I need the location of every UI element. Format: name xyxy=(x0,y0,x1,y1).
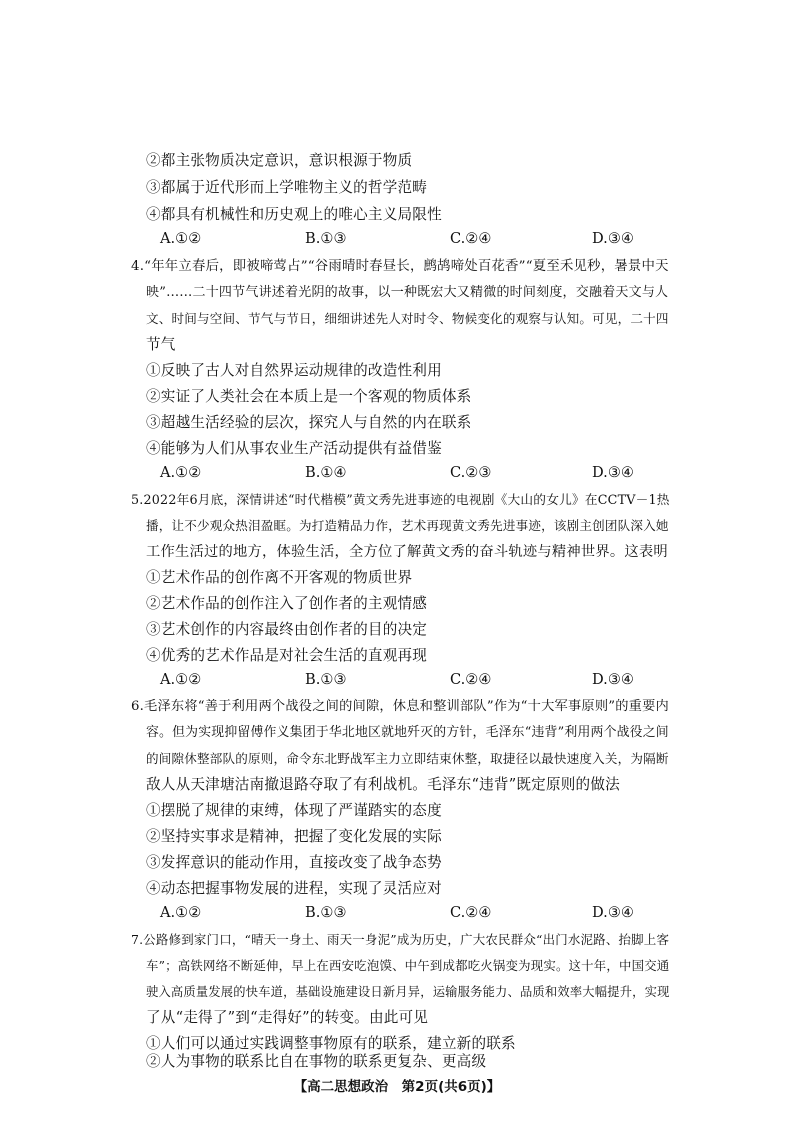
q3-item-3: ③都属于近代形而上学唯物主义的哲学范畴 xyxy=(146,179,428,196)
option-c: C.②④ xyxy=(450,904,492,921)
option-d: D.③④ xyxy=(592,904,634,921)
q4-item-1: ①反映了古人对自然界运动规律的改造性利用 xyxy=(146,362,442,379)
q6-stem-2: 容。但为实现抑留傅作义集团于华北地区就地歼灭的方针，毛泽东“违背”利用两个战役之间 xyxy=(146,725,669,740)
q5-item-2: ②艺术作品的创作注入了创作者的主观情感 xyxy=(146,595,428,612)
option-c: C.②④ xyxy=(450,230,492,247)
option-b: B.①④ xyxy=(305,464,347,481)
option-a: A.①② xyxy=(160,464,202,481)
option-a: A.①② xyxy=(160,230,202,247)
option-c: C.②④ xyxy=(450,671,492,688)
q7-stem-4: 了从“走得了”到“走得好”的转变。由此可见 xyxy=(146,1009,429,1026)
q4-item-3: ③超越生活经验的层次，探究人与自然的内在联系 xyxy=(146,414,472,431)
option-a: A.①② xyxy=(160,904,202,921)
q4-stem-1: 4.“年年立春后，即被啼莺占”“谷雨晴时春昼长，鹧鸪啼处百花香”“夏至禾见秒，暑景中天 xyxy=(131,259,669,274)
q7-item-2: ②人为事物的联系比自在事物的联系更复杂、更高级 xyxy=(146,1053,487,1070)
q5-item-4: ④优秀的艺术作品是对社会生活的直观再现 xyxy=(146,647,428,664)
q3-item-2: ②都主张物质决定意识，意识根源于物质 xyxy=(146,152,413,169)
q3-options xyxy=(160,230,660,250)
q5-options xyxy=(160,671,660,691)
q4-stem-4: 节气 xyxy=(146,336,176,353)
q5-stem-1: 5.2022年6月底，深情讲述“时代楷模”黄文秀先进事迹的电视剧《大山的女儿》在CCTV－1热 xyxy=(131,492,670,507)
q7-stem-1: 7.公路修到家门口，“晴天一身土、雨天一身泥”成为历史，广大农民群众“出门水泥路、抬脚上客 xyxy=(131,932,670,947)
q5-stem-3: 工作生活过的地方，体验生活，全方位了解黄文秀的奋斗轨迹与精神世界。这表明 xyxy=(146,544,668,560)
q6-item-3: ③发挥意识的能动作用，直接改变了战争态势 xyxy=(146,854,442,871)
q6-item-2: ②坚持实事求是精神，把握了变化发展的实际 xyxy=(146,828,442,845)
q4-stem-3: 文、时间与空间、节气与节日，细细讲述先人对时令、物候变化的观察与认知。可见，二十四 xyxy=(146,311,669,326)
q4-item-4: ④能够为人们从事农业生产活动提供有益借鉴 xyxy=(146,440,442,457)
option-a: A.①② xyxy=(160,671,202,688)
q4-options xyxy=(160,464,660,484)
q6-options xyxy=(160,904,660,924)
q6-stem-3: 的间隙休整部队的原则，命令东北野战军主力立即结束休整，取捷径以最快速度入关，为隔断 xyxy=(146,751,669,766)
q6-item-1: ①摆脱了规律的束缚，体现了严谨踏实的态度 xyxy=(146,802,442,819)
q4-item-2: ②实证了人类社会在本质上是一个客观的物质体系 xyxy=(146,388,472,405)
q5-stem-2: 播，让不少观众热泪盈眶。为打造精品力作，艺术再现黄文秀先进事迹，该剧主创团队深入她 xyxy=(146,518,669,533)
option-b: B.①③ xyxy=(305,230,347,247)
q6-stem-1: 6.毛泽东将“善于利用两个战役之间的间隙，休息和整训部队”作为“十大军事原则”的重要内 xyxy=(131,699,669,714)
page-footer: 【高二思想政治 第2页(共6页)】 xyxy=(293,1079,501,1095)
q5-item-3: ③艺术创作的内容最终由创作者的目的决定 xyxy=(146,621,428,638)
option-c: C.②③ xyxy=(450,464,492,481)
q7-stem-2: 车”；高铁网络不断延伸，早上在西安吃泡馍、中午到成都吃火锅变为现实。这十年，中国交通 xyxy=(146,958,670,973)
q6-stem-4: 敌人从天津塘沽南撤退路夺取了有利战机。毛泽东“违背”既定原则的做法 xyxy=(146,776,620,793)
option-d: D.③④ xyxy=(592,464,634,481)
q4-stem-2: 映”……二十四节气讲述着光阴的故事，以一种既宏大又精微的时间刻度，交融着天文与人 xyxy=(146,285,669,300)
q6-item-4: ④动态把握事物发展的进程，实现了灵活应对 xyxy=(146,880,442,897)
q3-item-4: ④都具有机械性和历史观上的唯心主义局限性 xyxy=(146,206,442,223)
q5-item-1: ①艺术作品的创作离不开客观的物质世界 xyxy=(146,569,413,586)
q7-stem-3: 驶入高质量发展的快车道，基础设施建设日新月异，运输服务能力、品质和效率大幅提升，实现 xyxy=(146,985,670,999)
option-b: B.①③ xyxy=(305,671,347,688)
option-d: D.③④ xyxy=(592,230,634,247)
q7-item-1: ①人们可以通过实践调整事物原有的联系，建立新的联系 xyxy=(146,1035,516,1052)
option-d: D.③④ xyxy=(592,671,634,688)
option-b: B.①③ xyxy=(305,904,347,921)
